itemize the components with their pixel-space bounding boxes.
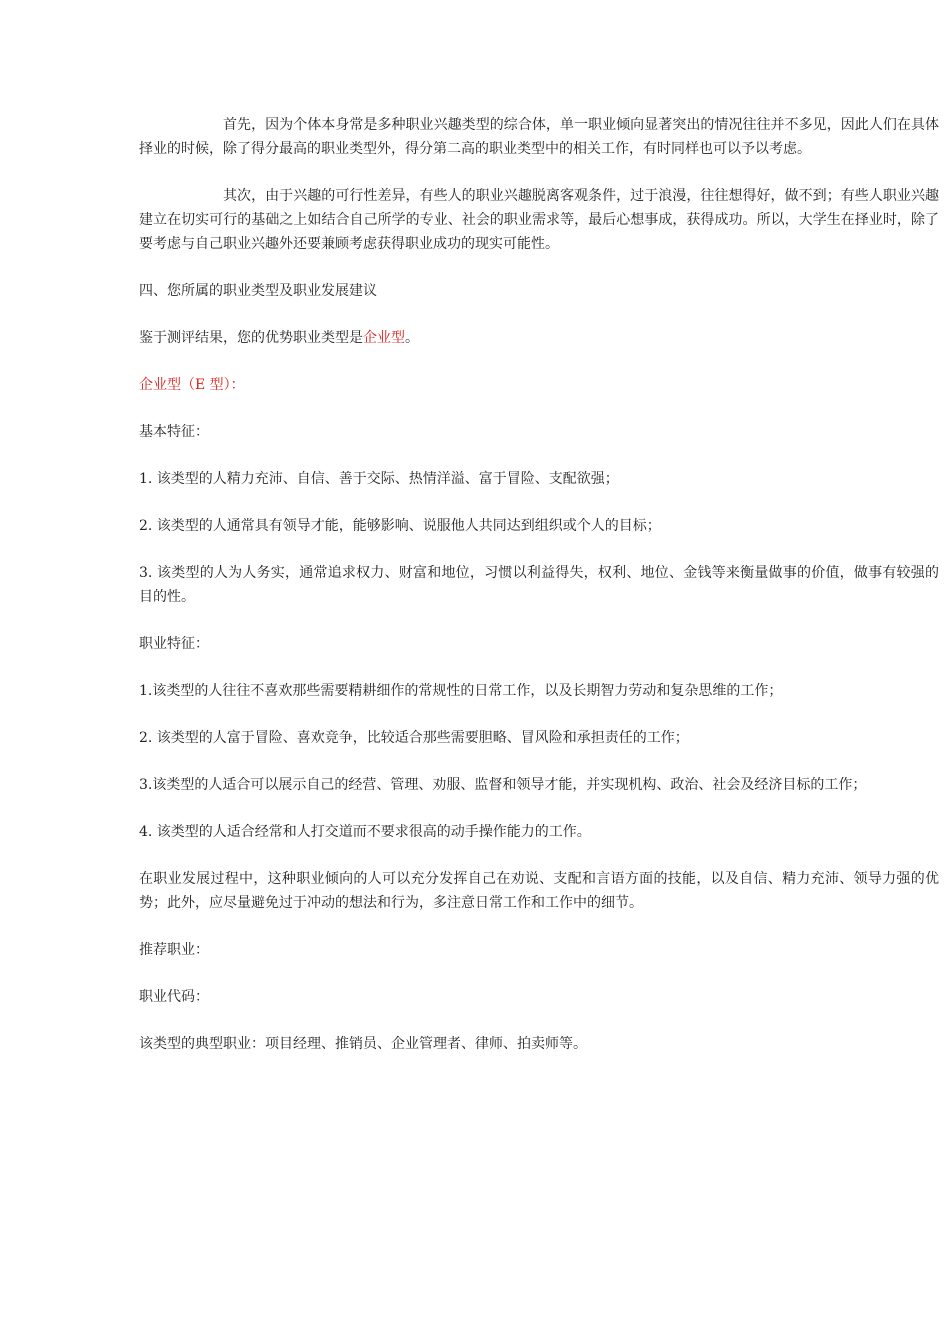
career-feature-item: 4. 该类型的人适合经常和人打交道而不要求很高的动手操作能力的工作。	[139, 824, 591, 840]
basic-feature-item: 1. 该类型的人精力充沛、自信、善于交际、热情洋溢、富于冒险、支配欲强；	[139, 471, 619, 487]
section-heading: 四、您所属的职业类型及职业发展建议	[139, 283, 377, 299]
result-type: 企业型	[363, 330, 405, 346]
code-heading: 职业代码：	[139, 989, 209, 1005]
career-feature-item: 2. 该类型的人富于冒险、喜欢竞争，比较适合那些需要胆略、冒风险和承担责任的工作；	[139, 730, 689, 746]
basic-feature-item: 3. 该类型的人为人务实，通常追求权力、财富和地位，习惯以利益得失，权利、地位、金钱等来衡量做事的价值，做事有较强的目的性。	[139, 565, 939, 605]
recommend-heading: 推荐职业：	[139, 942, 209, 958]
career-feature-item: 1.该类型的人往往不喜欢那些需要精耕细作的常规性的日常工作，以及长期智力劳动和复杂思维的工作；	[139, 683, 783, 699]
basic-feature-item: 2. 该类型的人通常具有领导才能，能够影响、说服他人共同达到组织或个人的目标；	[139, 518, 661, 534]
paragraph-first: 首先，因为个体本身常是多种职业兴趣类型的综合体，单一职业倾向显著突出的情况往往并不多见，因此人们在具体择业的时候，除了得分最高的职业类型外，得分第二高的职业类型中的相关工作，有时同样也可以予以考虑。	[139, 117, 939, 157]
career-feature-item: 3.该类型的人适合可以展示自己的经营、管理、劝服、监督和领导才能，并实现机构、政治、社会及经济目标的工作；	[139, 777, 867, 793]
development-paragraph: 在职业发展过程中，这种职业倾向的人可以充分发挥自己在劝说、支配和言语方面的技能，以及自信、精力充沛、领导力强的优势；此外，应尽量避免过于冲动的想法和行为，多注意日常工作和工作中的细节。	[139, 871, 939, 911]
result-prefix: 鉴于测评结果，您的优势职业类型是	[139, 330, 363, 346]
paragraph-second: 其次，由于兴趣的可行性差异，有些人的职业兴趣脱离客观条件，过于浪漫，往往想得好，做不到；有些人职业兴趣建立在切实可行的基础之上如结合自己所学的专业、社会的职业需求等，最后心想事成，获得成功。所以，大学生在择业时，除了要考虑与自己职业兴趣外还要兼顾考虑获得职业成功的现实可能性。	[139, 188, 939, 252]
type-heading: 企业型（E 型）：	[139, 377, 245, 393]
career-features-heading: 职业特征：	[139, 636, 209, 652]
result-suffix: 。	[405, 330, 419, 346]
typical-jobs: 该类型的典型职业：项目经理、推销员、企业管理者、律师、拍卖师等。	[139, 1036, 587, 1052]
result-line	[139, 326, 939, 350]
basic-features-heading: 基本特征：	[139, 424, 209, 440]
document-page	[139, 113, 939, 1056]
